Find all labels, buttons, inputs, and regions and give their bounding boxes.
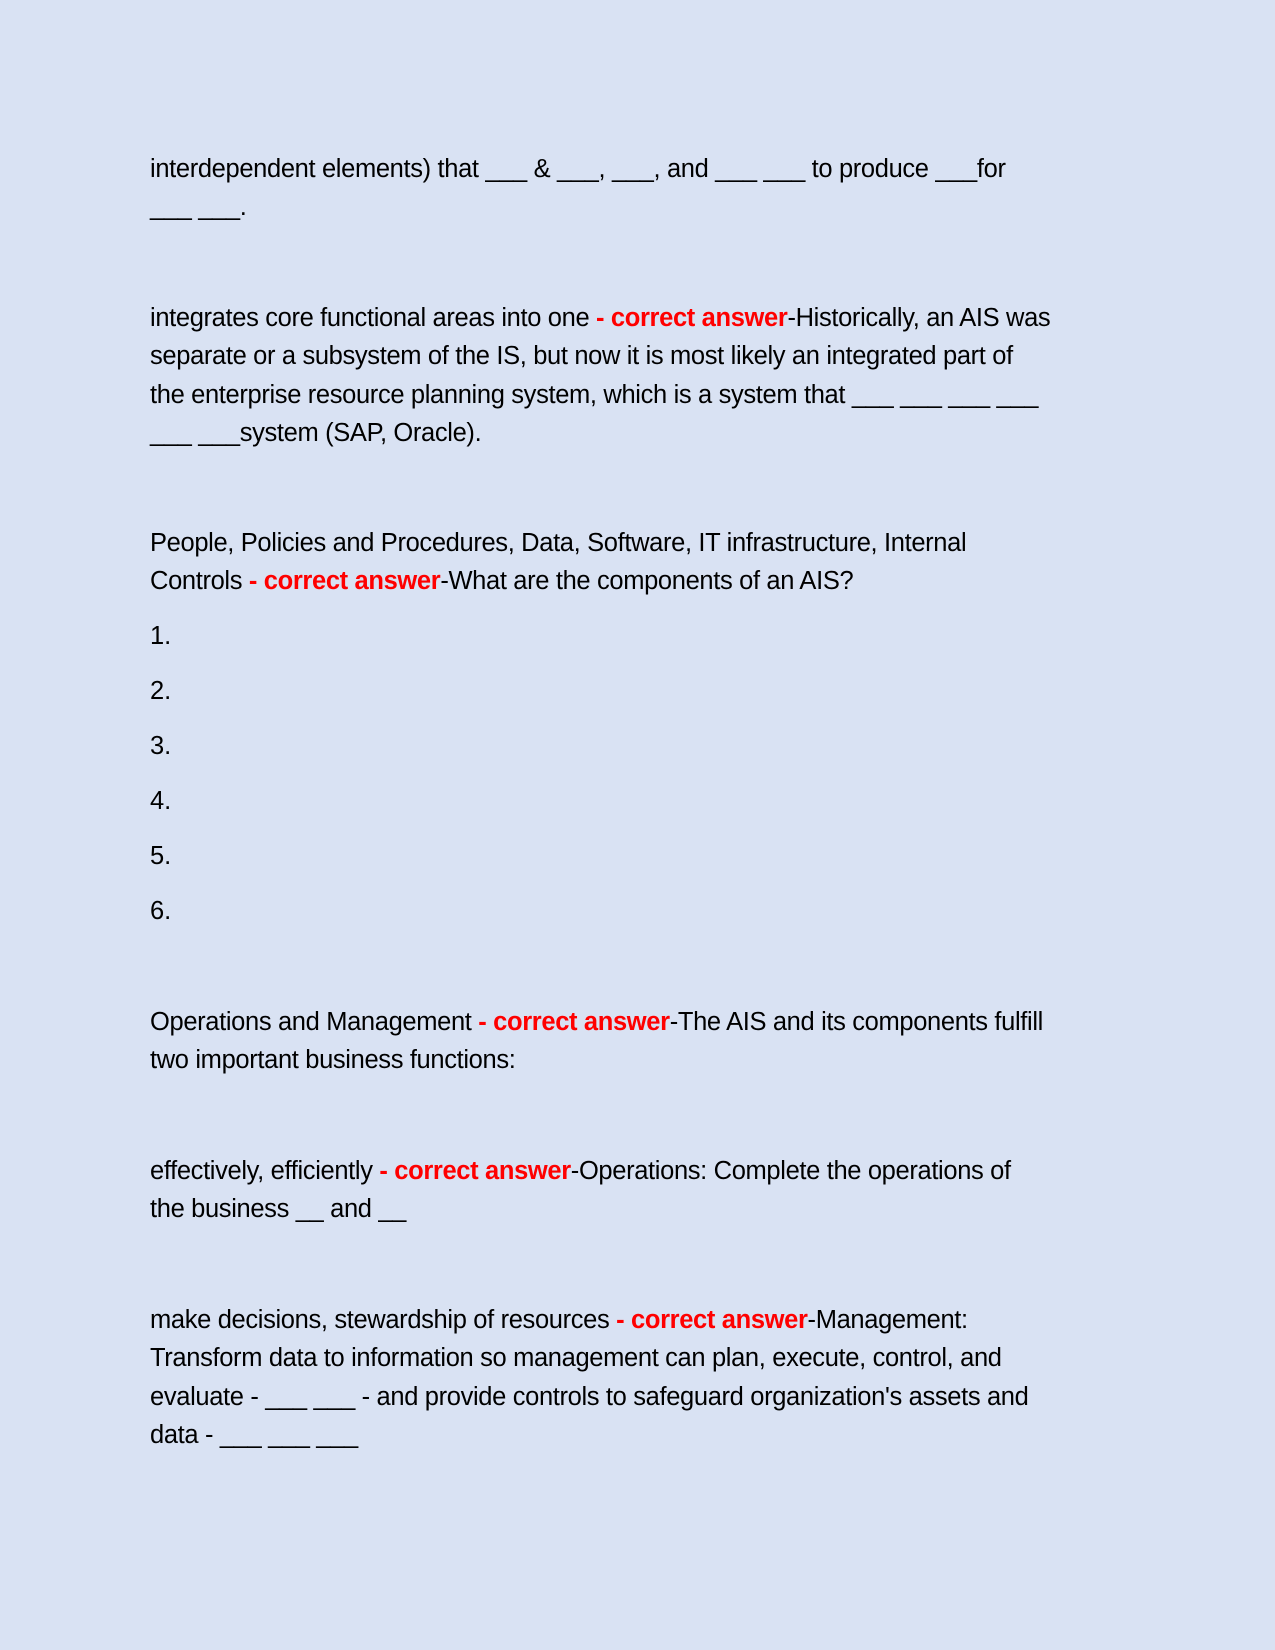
answer-text: make decisions, stewardship of resources: [150, 1306, 610, 1334]
numbered-list-item-3: 3.: [150, 732, 172, 760]
text-line: interdependent elements) that ___ & ___, ___, and ___ ___ to produce ___for: [150, 155, 1006, 183]
question-text: -Management:: [807, 1306, 968, 1334]
text-line: data - ___ ___ ___: [150, 1420, 358, 1449]
correct-answer-marker: - correct answer: [379, 1157, 571, 1185]
flashcard-block-functions: [150, 1003, 1125, 1080]
answer-text: effectively, efficiently: [150, 1157, 373, 1185]
question-text: -What are the components of an AIS?: [440, 567, 854, 596]
text-line: the business __ and __: [150, 1195, 407, 1224]
answer-text: Controls: [150, 567, 243, 596]
answer-text: People, Policies and Procedures, Data, Software, IT infrastructure, Internal: [150, 529, 967, 557]
text-line: [150, 1152, 1125, 1190]
correct-answer-marker: - correct answer: [616, 1306, 808, 1334]
numbered-list-item-4: 4.: [150, 787, 172, 815]
text-line: Transform data to information so management can plan, execute, control, and: [150, 1344, 1002, 1373]
flashcard-block-erp: [150, 299, 1125, 452]
flashcard-block-management: [150, 1301, 1125, 1454]
flashcard-block-intro: [150, 150, 1125, 227]
text-line: the enterprise resource planning system, which is a system that ___ ___ ___ ___: [150, 380, 1039, 409]
numbered-list-item-2: 2.: [150, 677, 172, 705]
numbered-list-item-6: 6.: [150, 897, 172, 925]
numbered-list-item-5: 5.: [150, 842, 172, 870]
text-line: ___ ___system (SAP, Oracle).: [150, 418, 482, 447]
flashcard-block-components: [150, 524, 1125, 601]
correct-answer-marker: - correct answer: [596, 304, 788, 332]
question-text: -Operations: Complete the operations of: [570, 1157, 1011, 1185]
text-line: separate or a subsystem of the IS, but now it is most likely an integrated part of: [150, 342, 1013, 371]
flashcard-block-operations: [150, 1152, 1125, 1229]
answer-text: Operations and Management: [150, 1008, 472, 1036]
text-line: [150, 1301, 1125, 1339]
text-line: [150, 562, 1125, 600]
text-line: evaluate - ___ ___ - and provide controls to safeguard organization's assets and: [150, 1382, 1029, 1411]
question-text: -Historically, an AIS was: [787, 304, 1051, 332]
text-line: two important business functions:: [150, 1046, 516, 1075]
answer-text: integrates core functional areas into one: [150, 304, 590, 332]
text-line: ___ ___.: [150, 193, 247, 222]
numbered-list-item-1: 1.: [150, 622, 172, 650]
question-text: -The AIS and its components fulfill: [669, 1008, 1043, 1036]
text-line: [150, 1003, 1125, 1041]
text-line: [150, 299, 1125, 337]
correct-answer-marker: - correct answer: [478, 1008, 670, 1036]
correct-answer-marker: - correct answer: [248, 567, 441, 596]
